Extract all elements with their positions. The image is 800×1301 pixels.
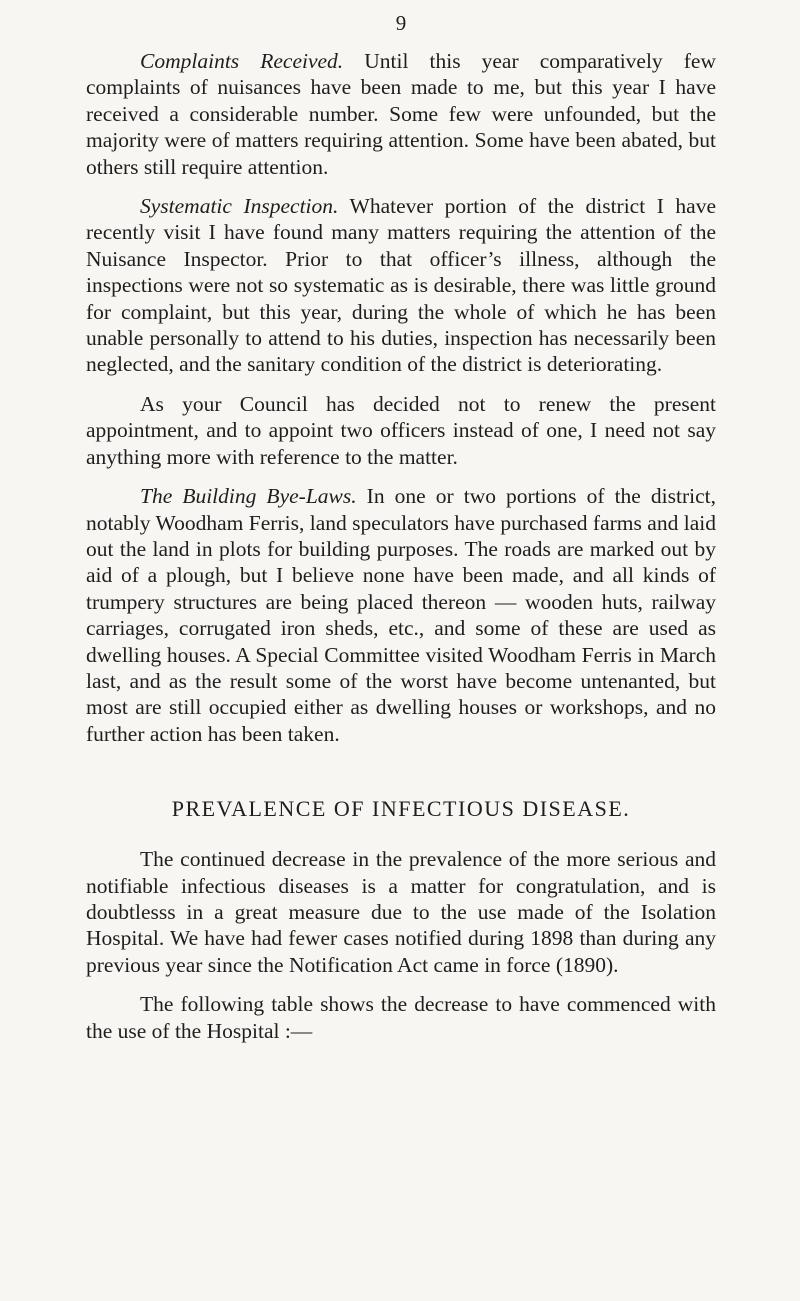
paragraph-lead: Systematic Inspection. bbox=[140, 194, 339, 219]
paragraph-complaints-received bbox=[86, 48, 716, 180]
paragraph-continued-decrease bbox=[86, 846, 716, 978]
page-number: 9 bbox=[395, 11, 407, 35]
paragraph-systematic-inspection bbox=[86, 193, 716, 378]
paragraph-lead: Complaints Received. bbox=[140, 49, 344, 73]
paragraph-council-decision bbox=[86, 391, 716, 470]
paragraph-lead: The Building Bye-Laws. bbox=[140, 484, 357, 509]
section-heading: PREVALENCE OF INFECTIOUS DISEASE. bbox=[171, 796, 631, 822]
paragraph-text: In one or two portions of the district, notably Woodham Ferris, land speculators have purchased farms and laid out the land in plots for building purposes. The roads are marked out by aid of a plough, but I believe none have been made, and all kinds of trumpery structures are being placed thereon — wooden huts, railway carriages, corrugated iron sheds, etc., and some of these are used as dwelling houses. A Special Committee visited Woodham Ferris in March last, and as the result some of the worst have become untenanted, but most are still occupied either as dwelling houses or workshops, and no further action has been taken. bbox=[86, 484, 716, 746]
paragraph-following-table bbox=[86, 991, 716, 1044]
paragraph-text: The following table shows the decrease to have commenced with the use of the Hospital :— bbox=[86, 992, 716, 1043]
paragraph-text: As your Council has decided not to renew the present appointment, and to appoint two officers instead of one, I need not say anything more with reference to the matter. bbox=[86, 391, 716, 469]
paragraph-text: Until this year comparatively few complaints of nuisances have been made to me, but this year I have received a considerable number. Some few were unfounded, but the majority were of matters requiring attention. Some have been abated, but others still require attention. bbox=[86, 49, 716, 179]
paragraph-text: Whatever portion of the district I have recently visit I have found many matters requiring the attention of the Nuisance Inspector. Prior to that officer’s illness, although the inspections were not so systematic as is desirable, there was little ground for complaint, but this year, during the whole of which he has been unable personally to attend to his duties, inspection has necessarily been neglected, and the sanitary condition of the district is deteriorating. bbox=[86, 194, 716, 377]
paragraph-building-bye-laws bbox=[86, 483, 716, 747]
paragraph-text: The continued decrease in the prevalence of the more serious and notifiable infectious diseases is a matter for congratulation, and is doubtlesss in a great measure due to the use made of the Isolation Hospital. We have had fewer cases notified during 1898 than during any previous year since the Notification Act came in force (1890). bbox=[86, 847, 716, 977]
